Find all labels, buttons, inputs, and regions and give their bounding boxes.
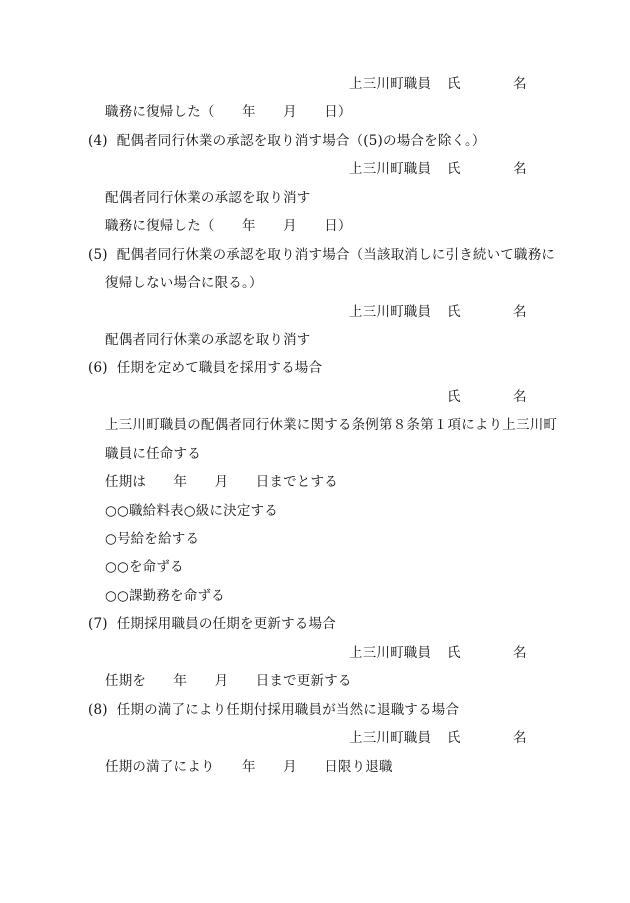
signature-mei-label: 名: [513, 161, 527, 177]
signature-mei-label: 名: [513, 76, 527, 92]
return-to-duty-line: 職務に復帰した（ 年 月 日）: [105, 104, 352, 120]
appointment-ordinance-line: 上三川町職員の配偶者同行休業に関する条例第８条第１項により上三川町: [105, 417, 558, 433]
assignment-line: ○○を命ずる: [105, 559, 184, 575]
signature-org-label: 上三川町職員: [349, 645, 432, 661]
signature-mei-label: 名: [513, 645, 527, 661]
signature-shi-label: 氏: [447, 304, 461, 320]
signature-shi-label: 氏: [447, 645, 461, 661]
signature-mei-label: 名: [513, 730, 527, 746]
appointment-ordinance-continued: 職員に任命する: [105, 446, 201, 462]
signature-shi-label: 氏: [447, 76, 461, 92]
division-assignment-line: ○○課勤務を命ずる: [105, 588, 225, 604]
signature-org-label: 上三川町職員: [349, 304, 432, 320]
signature-mei-label: 名: [513, 389, 527, 405]
revoke-approval-line: 配偶者同行休業の承認を取り消す: [105, 190, 311, 206]
section-4-heading: (4) 配偶者同行休業の承認を取り消す場合（(5)の場合を除く。）: [88, 133, 486, 149]
signature-org-label: 上三川町職員: [349, 76, 432, 92]
salary-grade-line: ○号給を給する: [105, 531, 200, 547]
signature-org-label: 上三川町職員: [349, 730, 432, 746]
salary-table-line: ○○職給料表○級に決定する: [105, 503, 278, 519]
section-6-heading: (6) 任期を定めて職員を採用する場合: [88, 360, 323, 376]
section-5-heading-continued: 復帰しない場合に限る。）: [105, 275, 263, 291]
section-8-heading: (8) 任期の満了により任期付採用職員が当然に退職する場合: [88, 702, 460, 718]
term-until-line: 任期は 年 月 日までとする: [105, 474, 338, 490]
section-5-heading: (5) 配偶者同行休業の承認を取り消す場合（当該取消しに引き続いて職務に: [88, 247, 556, 263]
revoke-approval-line: 配偶者同行休業の承認を取り消す: [105, 332, 311, 348]
return-to-duty-line: 職務に復帰した（ 年 月 日）: [105, 218, 352, 234]
signature-mei-label: 名: [513, 304, 527, 320]
signature-org-label: 上三川町職員: [349, 161, 432, 177]
term-expiry-retirement-line: 任期の満了により 年 月 日限り退職: [105, 759, 393, 775]
signature-shi-label: 氏: [447, 730, 461, 746]
signature-shi-label: 氏: [447, 389, 461, 405]
section-7-heading: (7) 任期採用職員の任期を更新する場合: [88, 616, 336, 632]
term-renewal-line: 任期を 年 月 日まで更新する: [105, 673, 352, 689]
signature-shi-label: 氏: [447, 161, 461, 177]
